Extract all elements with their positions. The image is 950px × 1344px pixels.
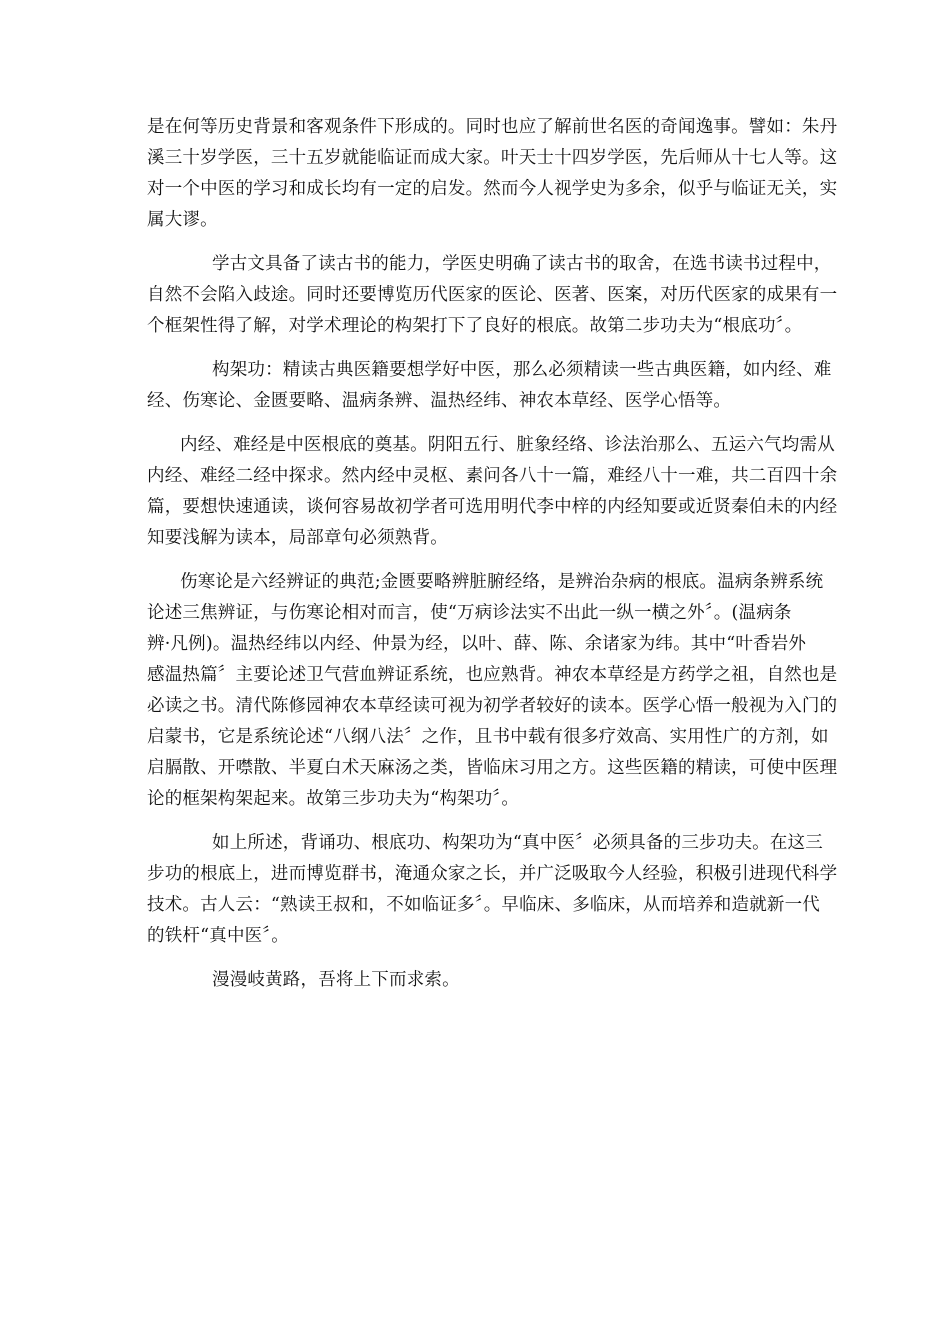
paragraph-5-line-4: 感温热篇〞主要论述卫气营血辨证系统，也应熟背。神农本草经是方药学之祖，自然也是	[147, 665, 838, 685]
paragraph-5-line-1: 伤寒论是六经辨证的典范;金匮要略辨脏腑经络，是辨治杂病的根底。温病条辨系统	[180, 572, 824, 592]
paragraph-3-line-2: 经、伤寒论、金匮要略、温病条辨、温热经纬、神农本草经、医学心悟等。	[147, 391, 732, 411]
paragraph-2-line-2: 自然不会陷入歧途。同时还要博览历代医家的医论、医著、医案，对历代医家的成果有一	[147, 285, 838, 305]
paragraph-2-line-1: 学古文具备了读古书的能力，学医史明确了读古书的取舍，在选书读书过程中，	[212, 254, 832, 274]
paragraph-6-line-1: 如上所述，背诵功、根底功、构架功为“真中医〞必须具备的三步功夫。在这三	[212, 833, 823, 853]
paragraph-4-line-4: 知要浅解为读本，局部章句必须熟背。	[147, 528, 448, 548]
paragraph-6-line-2: 步功的根底上，进而博览群书，淹通众家之长，并广泛吸取今人经验，积极引进现代科学	[147, 864, 838, 884]
paragraph-5-line-7: 启膈散、开噤散、半夏白术天麻汤之类，皆临床习用之方。这些医籍的精读，可使中医理	[147, 758, 838, 778]
paragraph-4-line-1: 内经、难经是中医根底的奠基。阴阳五行、脏象经络、诊法治那么、五运六气均需从	[180, 435, 835, 455]
paragraph-1-line-3: 对一个中医的学习和成长均有一定的启发。然而今人视学史为多余，似乎与临证无关，实	[147, 179, 838, 199]
paragraph-2-line-3: 个框架性得了解，对学术理论的构架打下了良好的根底。故第二步功夫为“根底功〞。	[147, 316, 803, 336]
paragraph-7-line-1: 漫漫岐黄路，吾将上下而求索。	[212, 970, 460, 990]
paragraph-5-line-8: 论的框架构架起来。故第三步功夫为“构架功〞。	[147, 789, 520, 809]
paragraph-1-line-4: 属大谬。	[147, 210, 218, 230]
paragraph-5-line-5: 必读之书。清代陈修园神农本草经读可视为初学者较好的读本。医学心悟一般视为入门的	[147, 696, 838, 716]
paragraph-3-line-1: 构架功：精读古典医籍要想学好中医，那么必须精读一些古典医籍，如内经、难	[212, 360, 832, 380]
paragraph-6-line-4: 的铁杆“真中医〞。	[147, 926, 289, 946]
paragraph-1-line-2: 溪三十岁学医，三十五岁就能临证而成大家。叶天士十四岁学医，先后师从十七人等。这	[147, 148, 838, 168]
paragraph-4-line-3: 篇，要想快速通读，谈何容易故初学者可选用明代李中梓的内经知要或近贤秦伯未的内经	[147, 497, 838, 517]
paragraph-1-line-1: 是在何等历史背景和客观条件下形成的。同时也应了解前世名医的奇闻逸事。譬如：朱丹	[147, 117, 838, 137]
paragraph-5-line-6: 启蒙书，它是系统论述“八纲八法〞之作，且书中载有很多疗效高、实用性广的方剂，如	[147, 727, 829, 747]
paragraph-6-line-3: 技术。古人云：“熟读王叔和，不如临证多〞。早临床、多临床，从而培养和造就新一代	[147, 895, 820, 915]
paragraph-5-line-3: 辨·凡例)。温热经纬以内经、仲景为经，以叶、薛、陈、余诸家为纬。其中“叶香岩外	[147, 634, 807, 654]
paragraph-4-line-2: 内经、难经二经中探求。然内经中灵枢、素问各八十一篇，难经八十一难，共二百四十余	[147, 466, 838, 486]
paragraph-5-line-2: 论述三焦辨证，与伤寒论相对而言，使“万病诊法实不出此一纵一横之外〞。(温病条	[147, 603, 792, 623]
